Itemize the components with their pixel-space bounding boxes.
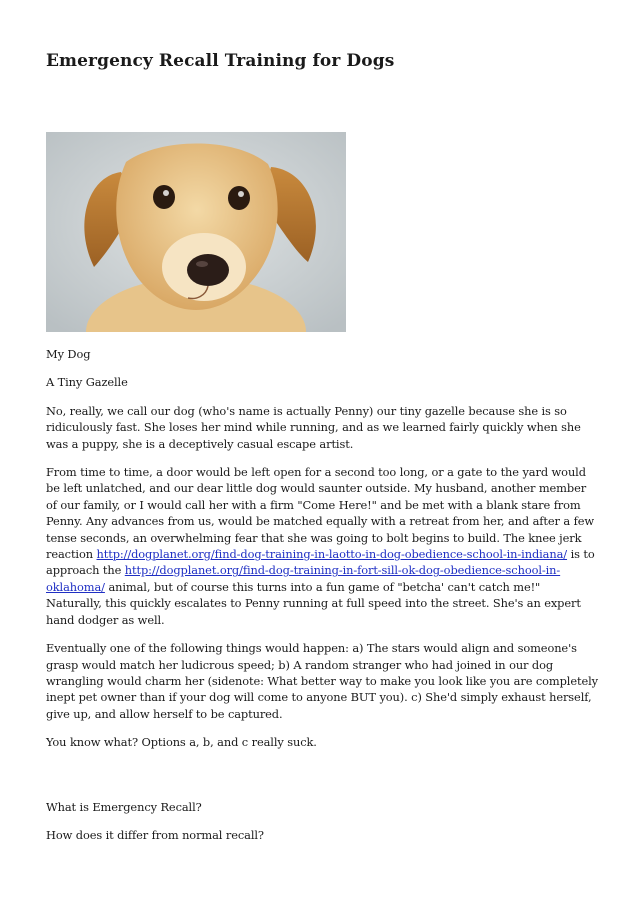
section-heading: What is Emergency Recall? xyxy=(46,799,202,814)
dog-training-indiana-link[interactable]: http://dogplanet.org/find-dog-training-in-laotto-in-dog-obedience-school-in-indiana/ xyxy=(96,547,568,562)
puppy-photo xyxy=(46,132,346,332)
paragraph: A Tiny Gazelle xyxy=(46,375,128,390)
paragraph-text: is to approach the xyxy=(46,547,595,578)
paragraph: You know what? Options a, b, and c really suck. xyxy=(46,735,317,750)
paragraph: My Dog xyxy=(46,347,91,361)
section-heading: How does it differ from normal recall? xyxy=(46,827,264,842)
article-body xyxy=(46,346,598,855)
spacer xyxy=(46,763,598,799)
paragraph: No, really, we call our dog (who's name is actually Penny) our tiny gazelle because she is so ridiculously fast. She loses her mind while running, and as we learned fairly quickly when she was a puppy, she is a deceptively casual escape artist. xyxy=(46,403,581,451)
paragraph-text: From time to time, a door would be left open for a second too long, or a gate to the yard would be left unlatched, and our dear little dog would saunter outside. My husband, another member of our family, or I would call her with a firm "Come Here!" and be met with a blank stare from Penny. Any advances from us, would be matched equally with a retreat from her, and after a few tense seconds, an overwhelming fear that she was going to bolt begins to build. The knee jerk reaction xyxy=(46,465,595,562)
dog-training-oklahoma-link[interactable]: http://dogplanet.org/find-dog-training-in-fort-sill-ok-dog-obedience-school-in-oklahoma/ xyxy=(46,563,561,594)
page-title: Emergency Recall Training for Dogs xyxy=(46,51,395,71)
paragraph xyxy=(46,464,598,628)
paragraph: Eventually one of the following things would happen: a) The stars would align and someone's grasp would match her ludicrous speed; b) A random stranger who had joined in our dog wrangling would charm her (sidenote: What better way to make you look like you are completely inept pet owner than if your dog will come to anyone BUT you). c) She'd simply exhaust herself, give up, and allow herself to be captured. xyxy=(46,641,598,721)
paragraph-text: animal, but of course this turns into a fun game of "betcha' can't catch me!" Naturally, this quickly escalates to Penny running at full speed into the street. She's an expert hand dodger as well. xyxy=(46,579,581,627)
